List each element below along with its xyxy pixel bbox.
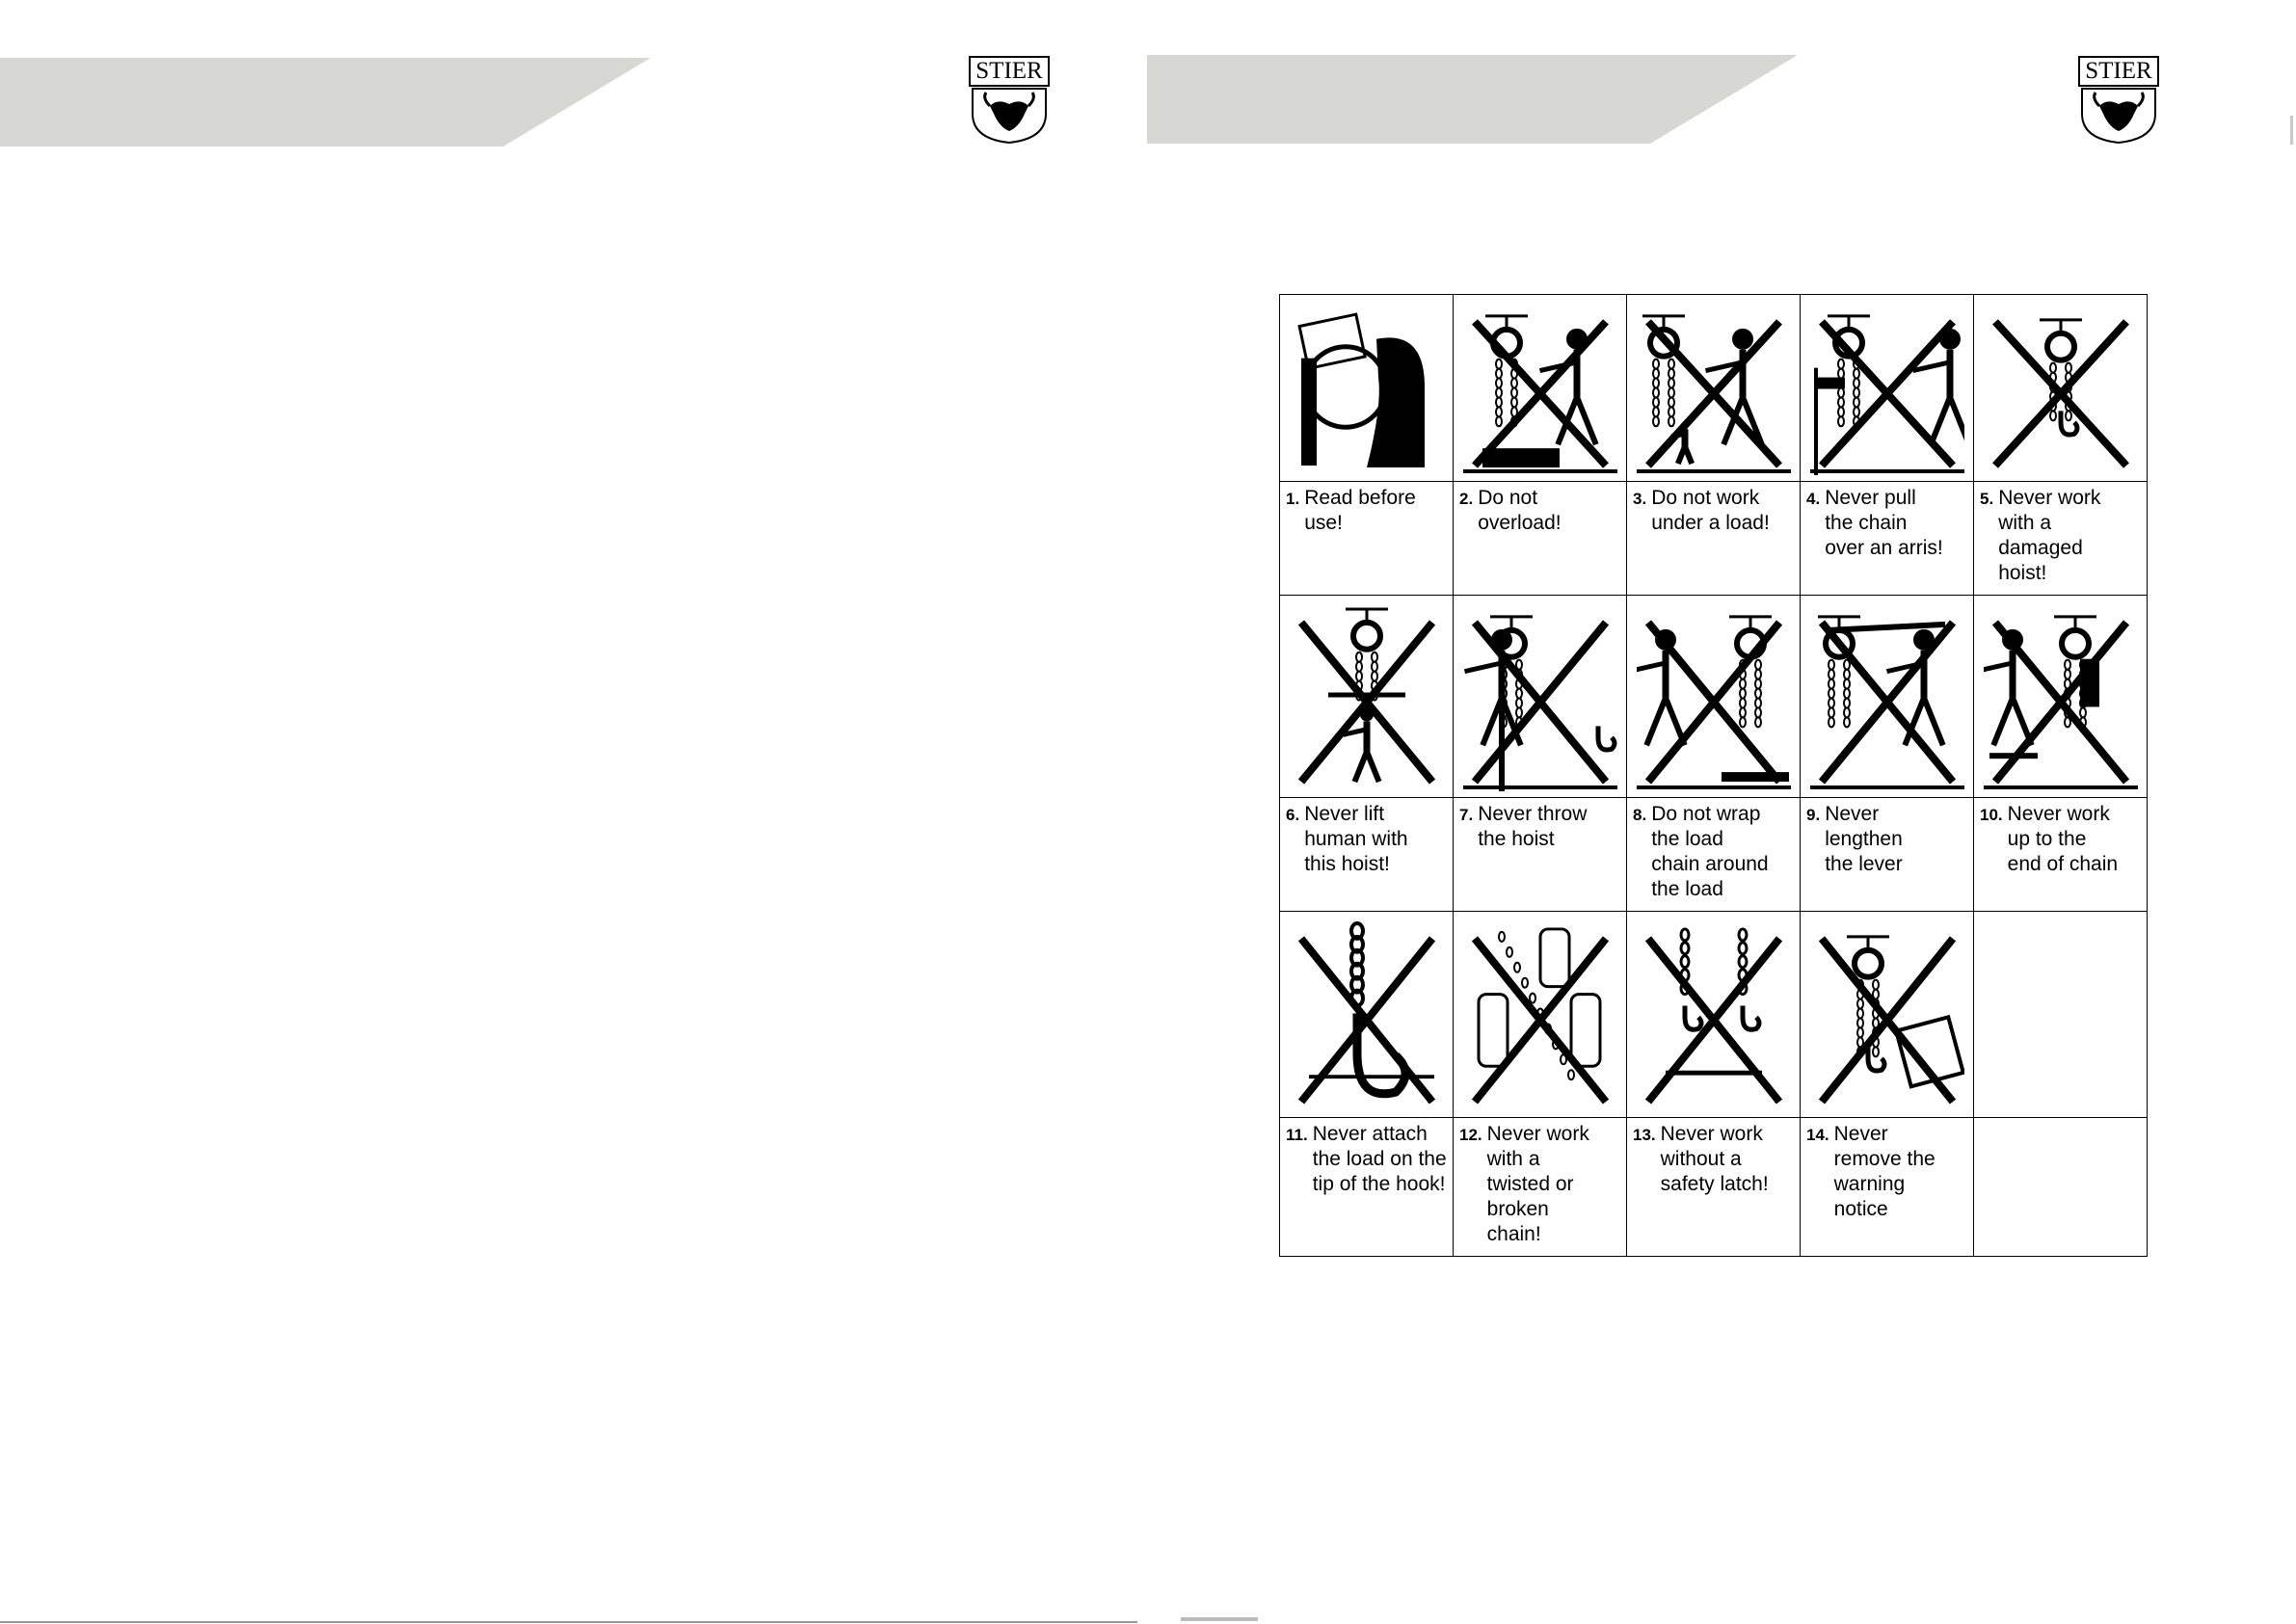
item-label: Never work up to the end of chain [2007,803,2119,875]
item-number: 13. [1633,1126,1656,1144]
item-number: 6. [1286,806,1300,824]
pictogram-cell-11 [1280,912,1454,1118]
item-label: Read before use! [1304,487,1416,534]
pictogram-cell-3 [1627,295,1801,482]
caption-cell-6 [1280,798,1454,912]
logo-text: STIER [2085,58,2152,84]
caption-cell-3 [1627,482,1801,596]
item-number: 7. [1459,806,1474,824]
stier-logo [969,56,1050,145]
item-number: 10. [1980,806,2003,824]
pictogram-cell-13 [1627,912,1801,1118]
pictogram-cell-1 [1280,295,1454,482]
item-label: Do not work under a load! [1651,487,1770,534]
item-number: 3. [1633,490,1647,508]
caption-cell-12 [1454,1118,1627,1257]
pictogram-drawing [1463,918,1617,1111]
pictogram-drawing [1290,301,1444,475]
pictogram-drawing [1984,601,2138,791]
footer-mark [1181,1617,1258,1621]
empty-cell [1974,912,2148,1118]
item-number: 9. [1806,806,1821,824]
item-number: 14. [1806,1126,1829,1144]
pictogram-cell-4 [1801,295,1974,482]
item-label: Never throw the hoist [1478,803,1588,850]
item-label: Never work without a safety latch! [1660,1123,1769,1195]
item-label: Never lift human with this hoist! [1304,803,1408,875]
item-label: Never work with a twisted or broken chain! [1486,1123,1589,1245]
empty-cell [1974,1118,2148,1257]
item-number: 11. [1286,1126,1308,1144]
caption-cell-7 [1454,798,1627,912]
pictogram-cell-6 [1280,596,1454,798]
caption-cell-1 [1280,482,1454,596]
item-label: Never attach the load on the tip of the hook! [1312,1123,1447,1195]
caption-cell-8 [1627,798,1801,912]
pictogram-drawing [1290,601,1444,791]
caption-cell-10 [1974,798,2148,912]
item-label: Never pull the chain over an arris! [1825,487,1943,559]
item-number: 4. [1806,490,1821,508]
pictogram-cell-10 [1974,596,2148,798]
header-banner-right [1147,55,1802,145]
stier-logo [2078,56,2159,145]
pictogram-cell-8 [1627,596,1801,798]
caption-cell-2 [1454,482,1627,596]
pictogram-drawing [1463,601,1617,791]
item-label: Never remove the warning notice [1833,1123,1936,1220]
pictogram-drawing [1984,301,2138,475]
pictogram-cell-9 [1801,596,1974,798]
pictogram-cell-5 [1974,295,2148,482]
pictogram-drawing [1810,918,1964,1111]
item-number: 2. [1459,490,1474,508]
pictogram-drawing [1463,301,1617,475]
caption-cell-5 [1974,482,2148,596]
pictogram-drawing [1637,918,1791,1111]
caption-cell-4 [1801,482,1974,596]
pictogram-drawing [1290,918,1444,1111]
item-number: 12. [1459,1126,1482,1144]
item-label: Never work with a damaged hoist! [1998,487,2101,584]
pictogram-drawing [1637,301,1791,475]
safety-instructions-table [1279,294,2148,1257]
page-edge-marker [2290,116,2293,145]
pictogram-cell-12 [1454,912,1627,1118]
item-label: Never lengthen the lever [1825,803,1903,875]
pictogram-drawing [1810,601,1964,791]
item-label: Do not wrap the load chain around the load [1651,803,1769,900]
logo-text: STIER [975,58,1043,84]
pictogram-cell-14 [1801,912,1974,1118]
pictogram-cell-2 [1454,295,1627,482]
item-label: Do not overload! [1478,487,1562,534]
item-number: 5. [1980,490,1994,508]
caption-cell-13 [1627,1118,1801,1257]
item-number: 1. [1286,490,1300,508]
footer-rule [0,1621,1137,1623]
header-banner-left [0,58,655,147]
item-number: 8. [1633,806,1647,824]
pictogram-drawing [1637,601,1791,791]
caption-cell-11 [1280,1118,1454,1257]
caption-cell-14 [1801,1118,1974,1257]
pictogram-drawing [1810,301,1964,475]
pictogram-cell-7 [1454,596,1627,798]
caption-cell-9 [1801,798,1974,912]
